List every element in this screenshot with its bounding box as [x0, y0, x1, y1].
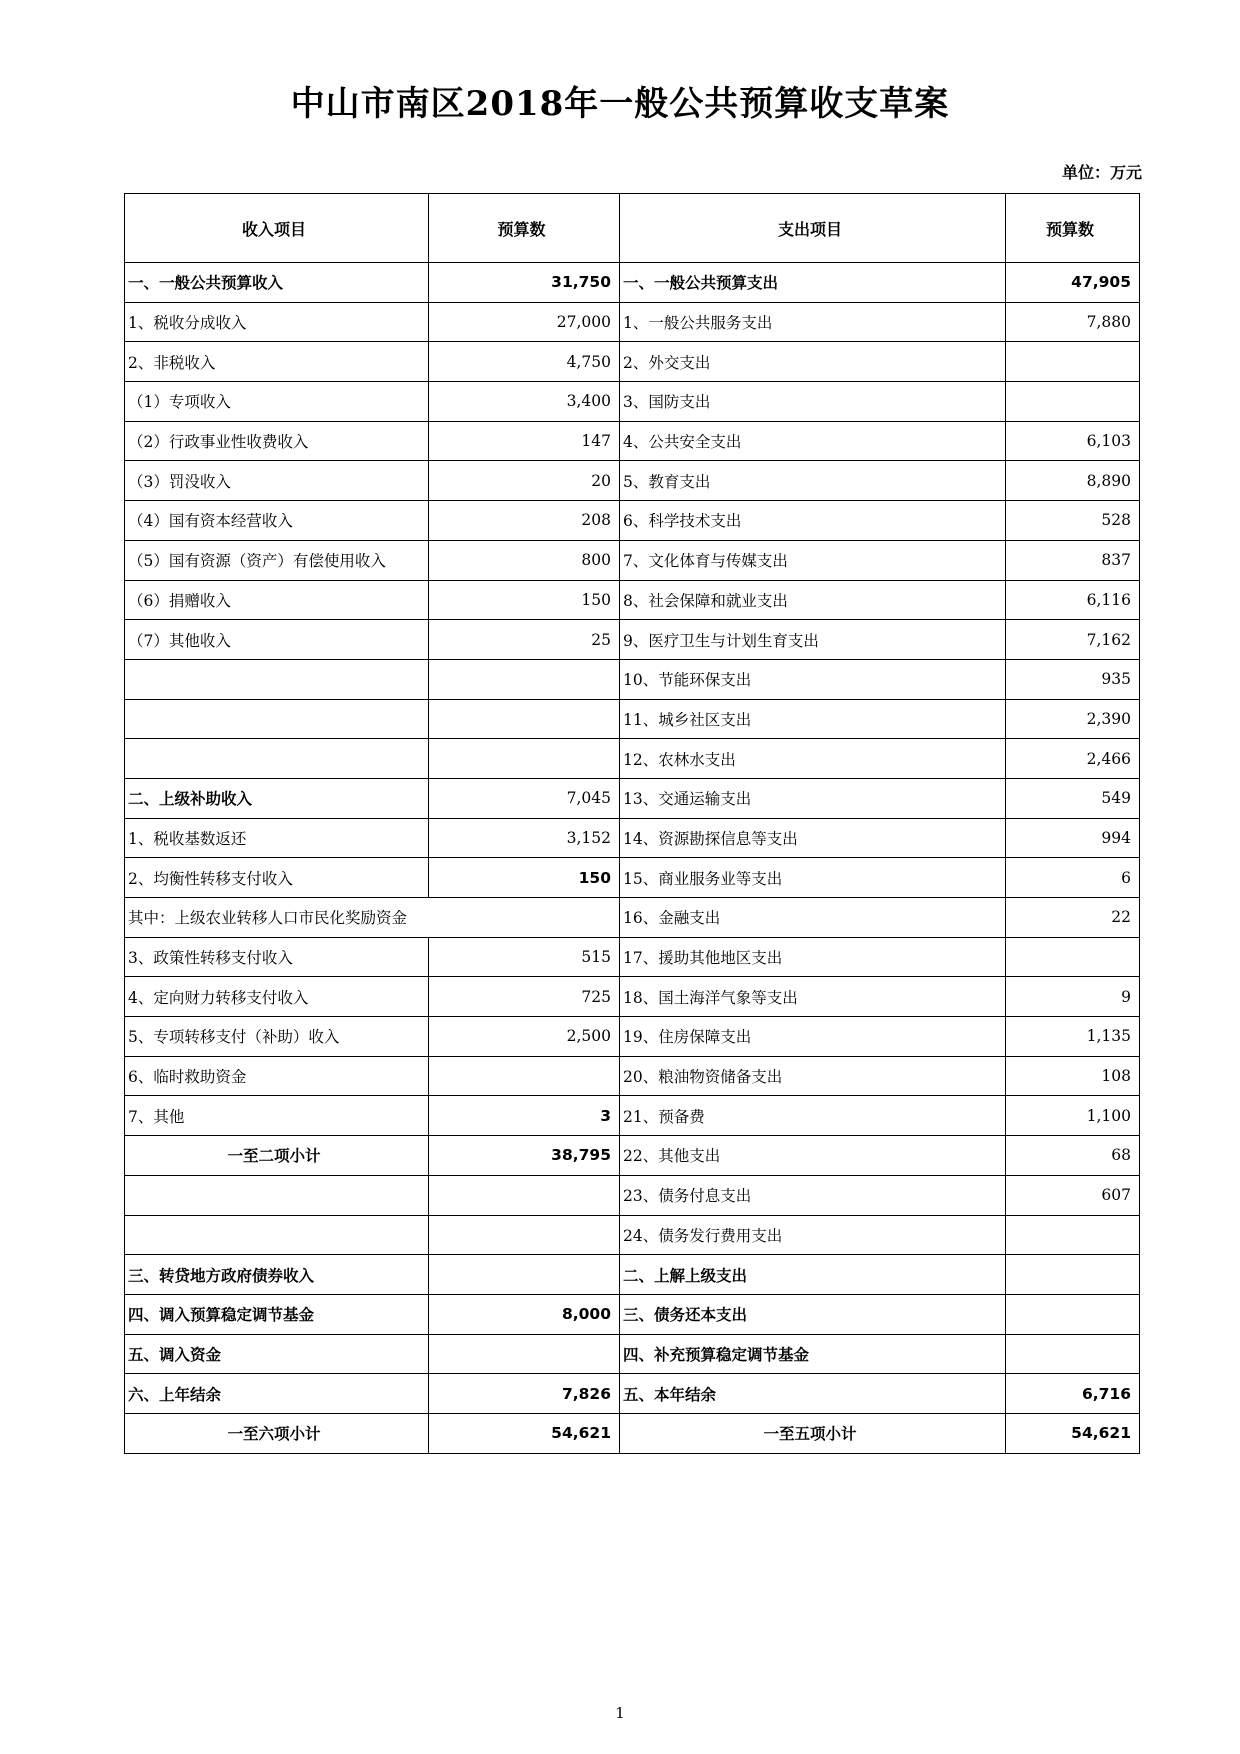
income-item: 五、调入资金 — [125, 1334, 429, 1374]
expense-item: 2、外交支出 — [620, 342, 1006, 382]
page-number: 1 — [615, 1704, 625, 1722]
income-value: 54,621 — [429, 1413, 620, 1453]
table-row — [125, 302, 1140, 342]
income-value: 208 — [429, 501, 620, 541]
expense-item: 三、债务还本支出 — [620, 1294, 1006, 1334]
table-row — [125, 858, 1140, 898]
table-row — [125, 501, 1140, 541]
table-row — [125, 1374, 1140, 1414]
income-value — [429, 1175, 620, 1215]
table-row — [125, 461, 1140, 501]
table-row — [125, 342, 1140, 382]
income-item — [125, 1175, 429, 1215]
table-row — [125, 580, 1140, 620]
expense-value: 994 — [1006, 818, 1140, 858]
income-value: 515 — [429, 937, 620, 977]
income-value — [429, 1215, 620, 1255]
income-value: 150 — [429, 580, 620, 620]
income-item: 2、非税收入 — [125, 342, 429, 382]
expense-value: 6 — [1006, 858, 1140, 898]
income-item — [125, 699, 429, 739]
table-row — [125, 421, 1140, 461]
expense-item: 10、节能环保支出 — [620, 659, 1006, 699]
income-item: 7、其他 — [125, 1096, 429, 1136]
expense-item: 14、资源勘探信息等支出 — [620, 818, 1006, 858]
expense-item: 24、债务发行费用支出 — [620, 1215, 1006, 1255]
income-value: 2,500 — [429, 1017, 620, 1057]
expense-value: 528 — [1006, 501, 1140, 541]
income-item: 2、均衡性转移支付收入 — [125, 858, 429, 898]
expense-value: 549 — [1006, 778, 1140, 818]
table-row — [125, 898, 1140, 938]
expense-value: 935 — [1006, 659, 1140, 699]
expense-item: 4、公共安全支出 — [620, 421, 1006, 461]
expense-value — [1006, 937, 1140, 977]
expense-value: 2,466 — [1006, 739, 1140, 779]
header-expense-budget: 预算数 — [1006, 194, 1140, 263]
expense-item: 一至五项小计 — [620, 1413, 1006, 1453]
document-title: 中山市南区2018年一般公共预算收支草案 — [290, 84, 950, 124]
table-row — [125, 937, 1140, 977]
table-row — [125, 1136, 1140, 1176]
expense-item: 四、补充预算稳定调节基金 — [620, 1334, 1006, 1374]
income-value — [429, 739, 620, 779]
income-value: 150 — [429, 858, 620, 898]
table-row — [125, 1413, 1140, 1453]
income-value: 20 — [429, 461, 620, 501]
expense-value — [1006, 1215, 1140, 1255]
table-row — [125, 263, 1140, 303]
income-item: 四、调入预算稳定调节基金 — [125, 1294, 429, 1334]
income-item: （5）国有资源（资产）有偿使用收入 — [125, 540, 429, 580]
table-row — [125, 699, 1140, 739]
expense-item: 7、文化体育与传媒支出 — [620, 540, 1006, 580]
income-item: （6）捐赠收入 — [125, 580, 429, 620]
expense-value: 837 — [1006, 540, 1140, 580]
income-item: 5、专项转移支付（补助）收入 — [125, 1017, 429, 1057]
table-row — [125, 382, 1140, 422]
table-row — [125, 739, 1140, 779]
expense-value: 108 — [1006, 1056, 1140, 1096]
expense-item: 9、医疗卫生与计划生育支出 — [620, 620, 1006, 660]
income-item: 6、临时救助资金 — [125, 1056, 429, 1096]
expense-item: 19、住房保障支出 — [620, 1017, 1006, 1057]
expense-item: 3、国防支出 — [620, 382, 1006, 422]
expense-item: 22、其他支出 — [620, 1136, 1006, 1176]
expense-item: 21、预备费 — [620, 1096, 1006, 1136]
income-value: 38,795 — [429, 1136, 620, 1176]
income-item: 三、转贷地方政府债券收入 — [125, 1255, 429, 1295]
income-item — [125, 1215, 429, 1255]
income-item: 3、政策性转移支付收入 — [125, 937, 429, 977]
header-income-budget: 预算数 — [429, 194, 620, 263]
table-row — [125, 1175, 1140, 1215]
income-value: 3 — [429, 1096, 620, 1136]
income-item: 二、上级补助收入 — [125, 778, 429, 818]
expense-value: 7,162 — [1006, 620, 1140, 660]
table-row — [125, 1096, 1140, 1136]
income-item: 一至二项小计 — [125, 1136, 429, 1176]
income-value: 7,045 — [429, 778, 620, 818]
expense-item: 一、一般公共预算支出 — [620, 263, 1006, 303]
expense-item: 五、本年结余 — [620, 1374, 1006, 1414]
expense-item: 15、商业服务业等支出 — [620, 858, 1006, 898]
income-value: 147 — [429, 421, 620, 461]
income-value: 800 — [429, 540, 620, 580]
income-item: 1、税收分成收入 — [125, 302, 429, 342]
income-item: （7）其他收入 — [125, 620, 429, 660]
expense-value — [1006, 1255, 1140, 1295]
expense-value: 54,621 — [1006, 1413, 1140, 1453]
income-value: 4,750 — [429, 342, 620, 382]
table-row — [125, 659, 1140, 699]
expense-value — [1006, 342, 1140, 382]
expense-value: 9 — [1006, 977, 1140, 1017]
expense-item: 18、国土海洋气象等支出 — [620, 977, 1006, 1017]
table-row — [125, 1017, 1140, 1057]
unit-label: 单位：万元 — [1061, 163, 1142, 182]
income-value — [429, 1255, 620, 1295]
income-value — [429, 1056, 620, 1096]
expense-item: 16、金融支出 — [620, 898, 1006, 938]
expense-value — [1006, 1294, 1140, 1334]
expense-value: 6,116 — [1006, 580, 1140, 620]
income-value: 25 — [429, 620, 620, 660]
expense-item: 13、交通运输支出 — [620, 778, 1006, 818]
income-item — [125, 659, 429, 699]
income-item: 一至六项小计 — [125, 1413, 429, 1453]
expense-value: 6,103 — [1006, 421, 1140, 461]
expense-item: 二、上解上级支出 — [620, 1255, 1006, 1295]
header-row — [125, 194, 1140, 263]
income-item: （3）罚没收入 — [125, 461, 429, 501]
table-row — [125, 818, 1140, 858]
expense-value: 1,135 — [1006, 1017, 1140, 1057]
expense-value: 7,880 — [1006, 302, 1140, 342]
expense-value — [1006, 382, 1140, 422]
expense-item: 23、债务付息支出 — [620, 1175, 1006, 1215]
income-value — [429, 699, 620, 739]
income-item: 1、税收基数返还 — [125, 818, 429, 858]
expense-value: 8,890 — [1006, 461, 1140, 501]
expense-value: 2,390 — [1006, 699, 1140, 739]
expense-value: 47,905 — [1006, 263, 1140, 303]
income-item — [125, 739, 429, 779]
header-expense-item: 支出项目 — [620, 194, 1006, 263]
expense-item: 11、城乡社区支出 — [620, 699, 1006, 739]
expense-item: 5、教育支出 — [620, 461, 1006, 501]
expense-item: 8、社会保障和就业支出 — [620, 580, 1006, 620]
expense-item: 12、农林水支出 — [620, 739, 1006, 779]
table-row — [125, 1255, 1140, 1295]
table-row — [125, 1294, 1140, 1334]
expense-value — [1006, 1334, 1140, 1374]
income-value: 3,400 — [429, 382, 620, 422]
expense-value: 607 — [1006, 1175, 1140, 1215]
income-value: 27,000 — [429, 302, 620, 342]
expense-value: 22 — [1006, 898, 1140, 938]
income-item: （2）行政事业性收费收入 — [125, 421, 429, 461]
income-item: （4）国有资本经营收入 — [125, 501, 429, 541]
expense-item: 17、援助其他地区支出 — [620, 937, 1006, 977]
expense-item: 1、一般公共服务支出 — [620, 302, 1006, 342]
income-item: 六、上年结余 — [125, 1374, 429, 1414]
expense-item: 6、科学技术支出 — [620, 501, 1006, 541]
expense-value: 68 — [1006, 1136, 1140, 1176]
budget-table — [124, 193, 1140, 1454]
income-value: 31,750 — [429, 263, 620, 303]
table-row — [125, 778, 1140, 818]
income-value — [429, 1334, 620, 1374]
income-item: （1）专项收入 — [125, 382, 429, 422]
expense-item: 20、粮油物资储备支出 — [620, 1056, 1006, 1096]
table-row — [125, 977, 1140, 1017]
table-row — [125, 1056, 1140, 1096]
income-value: 725 — [429, 977, 620, 1017]
expense-value: 1,100 — [1006, 1096, 1140, 1136]
table-row — [125, 1215, 1140, 1255]
table-row — [125, 540, 1140, 580]
header-income-item: 收入项目 — [125, 194, 429, 263]
table-row — [125, 620, 1140, 660]
income-value: 3,152 — [429, 818, 620, 858]
income-value: 8,000 — [429, 1294, 620, 1334]
income-item: 一、一般公共预算收入 — [125, 263, 429, 303]
income-value: 7,826 — [429, 1374, 620, 1414]
income-item: 其中：上级农业转移人口市民化奖励资金 — [125, 898, 620, 938]
table-row — [125, 1334, 1140, 1374]
expense-value: 6,716 — [1006, 1374, 1140, 1414]
income-value — [429, 659, 620, 699]
income-item: 4、定向财力转移支付收入 — [125, 977, 429, 1017]
